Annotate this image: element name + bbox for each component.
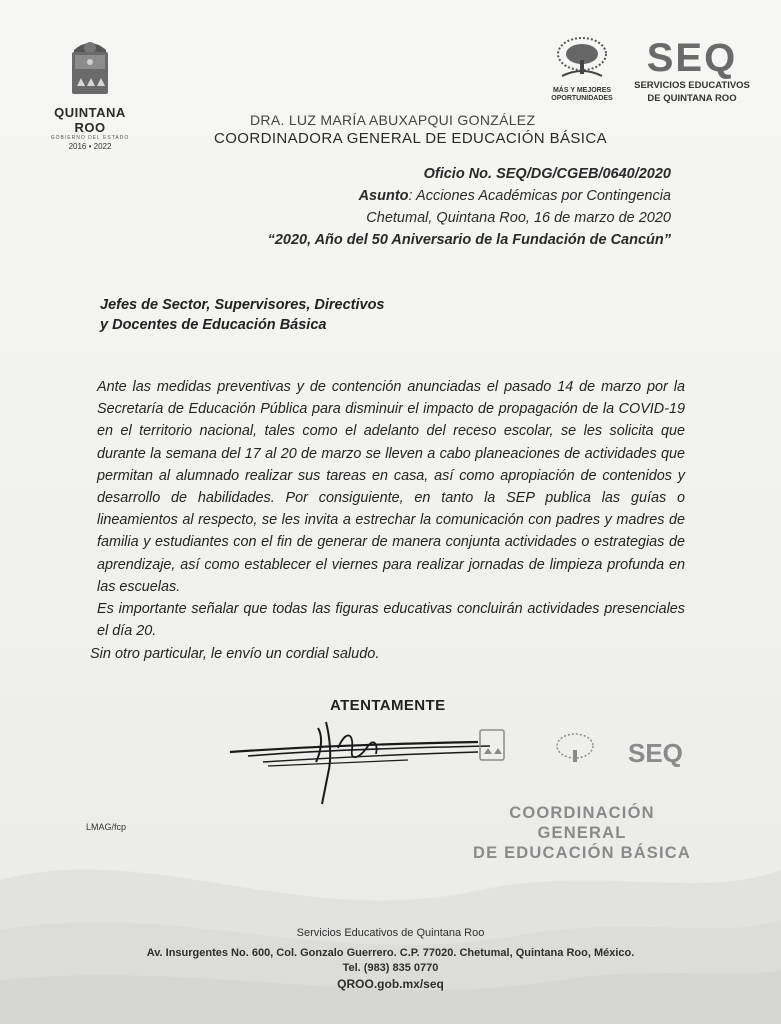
footer-web: QROO.gob.mx/seq	[337, 977, 444, 991]
seal-seq-acronym: SEQ	[628, 738, 683, 768]
place-date: Chetumal, Quintana Roo, 16 de marzo de 2020	[366, 210, 671, 226]
body-paragraph-2: Es importante señalar que todas las figuras educativas concluirán actividades presenciales el día 20.	[97, 601, 685, 640]
state-government-label: GOBIERNO DEL ESTADO	[50, 135, 130, 141]
year-motto: “2020, Año del 50 Aniversario de la Fundación de Cancún”	[267, 232, 671, 248]
state-shield-icon	[66, 36, 114, 98]
seal-line2: DE EDUCACIÓN BÁSICA	[472, 844, 692, 862]
mm-line1: MÁS Y MEJORES	[552, 87, 612, 94]
footer-org: Servicios Educativos de Quintana Roo	[296, 927, 485, 939]
seq-logo	[632, 38, 752, 104]
seq-acronym: SEQ	[646, 36, 738, 80]
quintana-roo-logo	[40, 36, 140, 151]
tree-icon	[552, 36, 612, 82]
seq-line2: DE QUINTANA ROO	[647, 93, 737, 104]
state-name: QUINTANA ROO	[54, 105, 126, 135]
mas-mejores-oportunidades-logo	[542, 36, 622, 103]
footer-phone: Tel. (983) 835 0770	[342, 962, 439, 974]
subject-label: Asunto	[358, 188, 409, 204]
administration-years: 2016 • 2022	[68, 142, 112, 151]
seal-coordination	[466, 803, 698, 863]
subject-value: : Acciones Académicas por Contingencia	[408, 188, 671, 204]
sender-title: COORDINADORA GENERAL DE EDUCACIÓN BÁSICA	[214, 130, 608, 147]
reference-initials: LMAG/fcp	[86, 822, 127, 832]
letter-body	[97, 376, 685, 642]
seal-line1: COORDINACIÓN GENERAL	[509, 804, 655, 842]
addressee-line1: Jefes de Sector, Supervisores, Directivos	[100, 297, 385, 313]
mm-line2: OPORTUNIDADES	[551, 95, 613, 102]
body-paragraph-1: Ante las medidas preventivas y de contención anunciadas el pasado 14 de marzo por la Secretaría de Educación Pública para disminuir el impacto de propagación de la COVID-19 en el territorio nacional, tales como el adelanto del receso escolar, se les solicita que durante la semana del 17 al 20 de marzo se lleven a cabo planeaciones de actividades que permitan al alumnado realizar sus tareas en casa, así como apropiación de contenidos y desarrollo de habilidades. Por consiguiente, en tanto la SEP publica las guías o lineamientos al respecto, se les invita a estrechar la comunicación con padres y madres de familia y estudiantes con el fin de generar de manera conjunta actividades o estrategias de aprendizaje, así como establecer el viernes para realizar jornadas de limpieza profunda en las escuelas.	[97, 379, 685, 595]
oficio-number: Oficio No. SEQ/DG/CGEB/0640/2020	[423, 166, 671, 182]
atentamente-label: ATENTAMENTE	[330, 697, 446, 714]
seal-logos	[462, 726, 702, 794]
closing-line: Sin otro particular, le envío un cordial saludo.	[90, 646, 380, 662]
addressee-line2: y Docentes de Educación Básica	[100, 317, 327, 333]
footer-address: Av. Insurgentes No. 600, Col. Gonzalo Guerrero. C.P. 77020. Chetumal, Quintana Roo, México.	[146, 947, 635, 959]
seq-line1: SERVICIOS EDUCATIVOS	[634, 80, 750, 91]
sender-name: DRA. LUZ MARÍA ABUXAPQUI GONZÁLEZ	[250, 112, 536, 128]
subject	[359, 188, 671, 204]
